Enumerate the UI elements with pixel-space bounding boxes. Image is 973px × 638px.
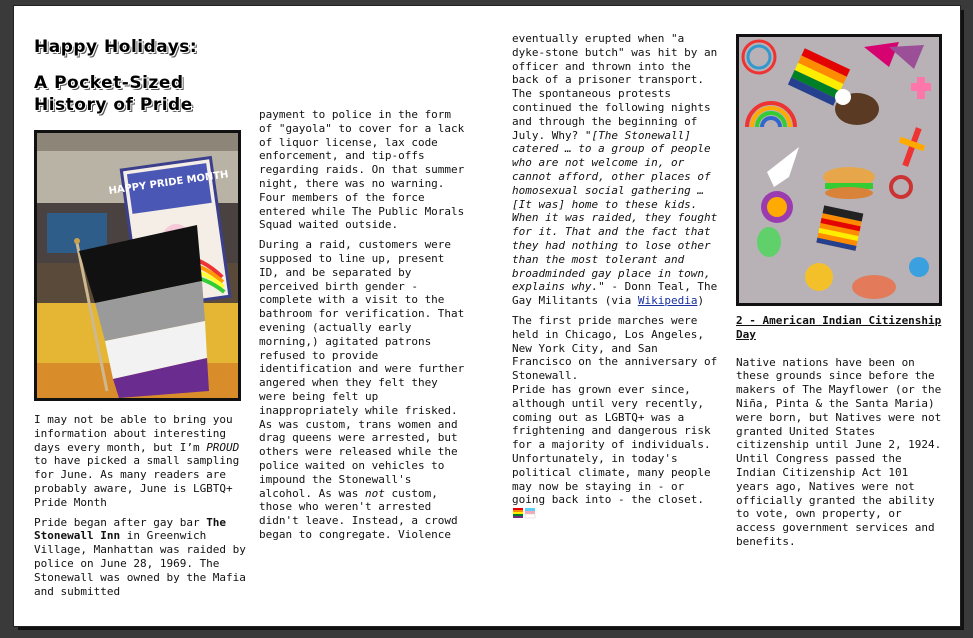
intro-text-b: to have picked a small sampling for June. As many readers are probably aware, June is LGBTQ+ Pride Month	[34, 454, 240, 509]
intro-paragraph	[34, 413, 246, 510]
pride-flags-icon	[512, 507, 536, 523]
col2-paragraph-2: During a raid, customers were supposed to line up, present ID, and be separated by perceived birth gender - complete with a visit to the bathroom for verification. That evening (actually early morning,) agitated patrons refused to provide identification and were further angered when they felt they were being felt up inappropriately while frisked.	[259, 238, 465, 417]
photo-flag-scene	[37, 133, 238, 398]
col4-paragraph-1: Native nations have been on these grounds since before the makers of The Mayflower (or the Niña, Pinta & the Santa Maria) were born, but Natives were not granted United States citizenship until June 2, 1924. Until Congress passed the Indian Citizenship Act 101 years ago, Natives were not officially granted the ability to vote, own property, or access government services and benefits.	[736, 355, 942, 548]
column-2	[259, 108, 469, 548]
col2-p3-text-a: As was custom, trans women and drag queens were arrested, but others were released while the police waited on vehicles to impound the Stonewall's alcohol. As was	[259, 417, 458, 500]
col3-p1-text-a: eventually erupted when "a dyke-stone butch" was hit by an officer and thrown into the back of a prisoner transport. The spontaneous protests continued the following nights and through the beginning of July. Why?	[512, 32, 718, 142]
pride-stickers-photo	[736, 34, 942, 306]
col3-p1-text-b: - Donn Teal, The Gay Militants (via	[512, 280, 718, 308]
col3-p1-text-c: )	[697, 294, 705, 308]
column-1	[34, 36, 246, 604]
col3-paragraph-3	[512, 383, 722, 523]
column-4	[736, 34, 946, 555]
col2-paragraph-3	[259, 418, 469, 542]
document-page	[14, 6, 960, 626]
col2-paragraph-1: payment to police in the form of "gayola" to cover for a lack of liquor license, lax code enforcement, and tip-offs regarding raids. On that summer night, there was no warning. Four members of the force entered while The Public Morals Squad waited outside.	[259, 108, 465, 232]
column-3	[512, 32, 722, 529]
stonewall-text-b: in Greenwich Village, Manhattan was raided by police on June 28, 1969. The Stonewall was owned by the Mafia and submitted	[34, 529, 246, 598]
col3-p3-text: Pride has grown ever since, although until very recently, coming out as LGBTQ+ was a frightening and dangerous risk for a majority of individuals. Unfortunately, in today's political climate, many people may now be staying in - or going back into - the closet.	[512, 382, 711, 507]
photo-stickers-scene	[739, 37, 939, 303]
intro-emphasis: PROUD	[206, 440, 240, 454]
col2-p3-emphasis: not	[364, 486, 385, 500]
col2-p3-text-b: custom, those who weren't arrested didn't leave. Instead, a crowd began to congregate. Violence	[259, 486, 458, 541]
intro-text-a: I may not be able to bring you information about interesting days every month, but I’m	[34, 413, 233, 454]
banner-text: HAPPY PRIDE MONTH	[107, 169, 230, 197]
citizenship-day-heading: 2 - American Indian Citizenship Day	[736, 314, 942, 341]
stonewall-text-a: Pride began after gay bar	[34, 515, 207, 529]
col3-paragraph-2: The first pride marches were held in Chicago, Los Angeles, New York City, and San Francisco on the anniversary of Stonewall.	[512, 313, 718, 383]
stonewall-inn-name: The Stonewall Inn	[34, 515, 227, 543]
stonewall-paragraph	[34, 516, 246, 599]
quote-emphasis: "[The Stonewall] catered … to a group of people who are not welcome in, or cannot afford, other places of homosexual social gathering … [It was] home to these kids. When it was raided, they fought for it. That and the fact that they had nothing to lose other than the most tolerant and broadminded gay place in town, explains why."	[512, 128, 718, 294]
wikipedia-link[interactable]: Wikipedia	[637, 294, 698, 308]
col3-paragraph-1	[512, 32, 722, 308]
title-line-1: Happy Holidays:	[34, 37, 198, 57]
asexual-flag-photo	[34, 130, 241, 401]
title-line-2: A Pocket-Sized History of Pride	[34, 73, 193, 115]
